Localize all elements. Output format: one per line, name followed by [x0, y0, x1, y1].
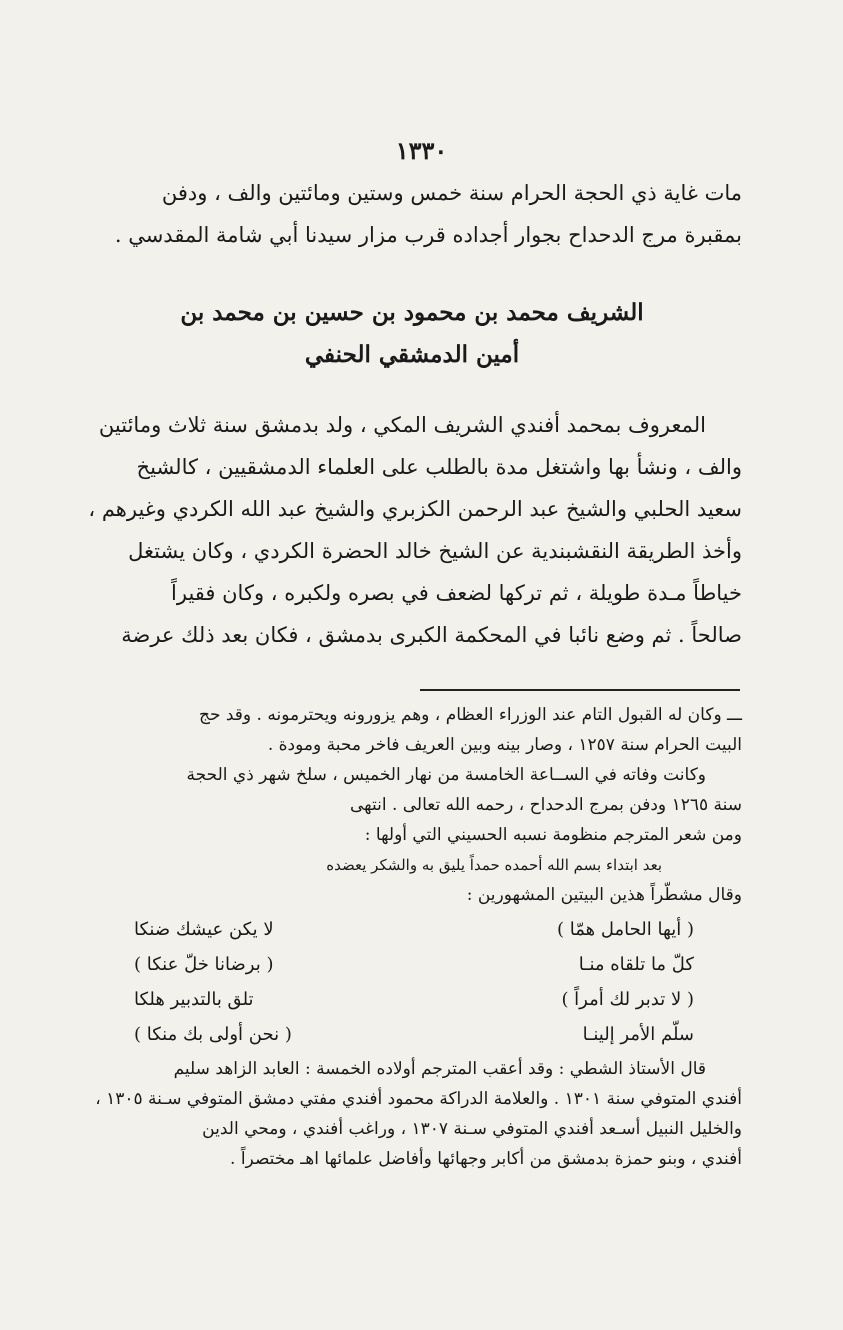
footnote-line: وكانت وفاته في الســاعة الخامسة من نهار الخميس ، سلخ شهر ذي الحجة	[186, 765, 706, 785]
page-number: ١٣٣٠	[395, 136, 448, 165]
footnote-line: ـــ وكان له القبول التام عند الوزراء العظام ، وهم يزورونه ويحترمونه . وقد حج	[199, 705, 742, 725]
biography-heading	[82, 292, 742, 376]
verse	[134, 947, 694, 982]
text-line: بمقبرة مرج الدحداح بجوار أجداده قرب مزار سيدنا أبي شامة المقدسي .	[114, 223, 742, 247]
paragraph-biography	[82, 404, 742, 656]
footnote-line: قال الأستاذ الشطي : وقد أعقب المترجم أولاده الخمسة : العابد الزاهد سليم	[173, 1059, 706, 1079]
verse	[134, 982, 694, 1017]
hemistich: ( أيها الحامل همّا )	[557, 919, 694, 940]
footnote-line: والخليل النبيل أسـعد أفندي المتوفي سـنة ١٣٠٧ ، وراغب أفندي ، ومحي الدين	[202, 1119, 742, 1139]
footnote-line: أفندي ، وبنو حمزة بدمشق من أكابر وجهائها وأفاضل علمائها اهـ مختصراً .	[230, 1149, 742, 1169]
verses-intro: وقال مشطّراً هذين البيتين المشهورين :	[466, 885, 742, 905]
text-line: صالحاً . ثم وضع نائبا في المحكمة الكبرى بدمشق ، فكان بعد ذلك عرضة	[121, 623, 742, 647]
heading-line: أمين الدمشقي الحنفي	[304, 341, 520, 368]
footnote-line: البيت الحرام سنة ١٢٥٧ ، وصار بينه وبين العريف فاخر محبة ومودة .	[267, 735, 742, 755]
paragraph-death-note	[82, 172, 742, 256]
text-line: والف ، ونشأ بها واشتغل مدة بالطلب على العلماء الدمشقيين ، كالشيخ	[136, 455, 742, 479]
text-line: خياطاً مـدة طويلة ، ثم تركها لضعف في بصره ولكبره ، وكان فقيراً	[171, 581, 742, 605]
footnote-line: سنة ١٢٦٥ ودفن بمرج الدحداح ، رحمه الله تعالى . انتهى	[349, 795, 742, 815]
footnote-line: أفندي المتوفي سنة ١٣٠١ . والعلامة الدراكة محمود أفندي مفتي دمشق المتوفي سـنة ١٣٠٥ ،	[95, 1089, 742, 1109]
poetry-intro: ومن شعر المترجم منظومة نسبه الحسيني التي أولها :	[364, 825, 742, 845]
verse	[134, 1017, 694, 1052]
hemistich: ( برضانا خلّ عنكا )	[134, 954, 274, 975]
heading-line: الشريف محمد بن محمود بن حسين بن محمد بن	[180, 299, 644, 326]
hemistich: تلق بالتدبير هلكا	[134, 989, 254, 1010]
hemistich: لا يكن عيشك ضنكا	[134, 919, 274, 940]
hemistich: ( لا تدبر لك أمراً )	[561, 989, 694, 1010]
hemistich: ( نحن أولى بك منكا )	[134, 1024, 292, 1045]
poem	[134, 912, 694, 1052]
hemistich: كلّ ما تلقاه منـا	[578, 954, 694, 975]
single-verse: بعد ابتداء بسم الله أحمده حمداً يليق به والشكر يعضده	[326, 856, 662, 874]
text-line: وأخذ الطريقة النقشبندية عن الشيخ خالد الحضرة الكردي ، وكان يشتغل	[128, 539, 742, 563]
verse	[134, 912, 694, 947]
hemistich: سلّم الأمر إلينـا	[582, 1024, 694, 1045]
text-line: سعيد الحلبي والشيخ عبد الرحمن الكزبري والشيخ عبد الله الكردي وغيرهم ،	[88, 497, 742, 521]
footnote-divider	[420, 689, 740, 691]
text-line: مات غاية ذي الحجة الحرام سنة خمس وستين ومائتين والف ، ودفن	[161, 181, 742, 205]
footnotes	[82, 700, 742, 1174]
text-line: المعروف بمحمد أفندي الشريف المكي ، ولد بدمشق سنة ثلاث ومائتين	[98, 413, 706, 437]
